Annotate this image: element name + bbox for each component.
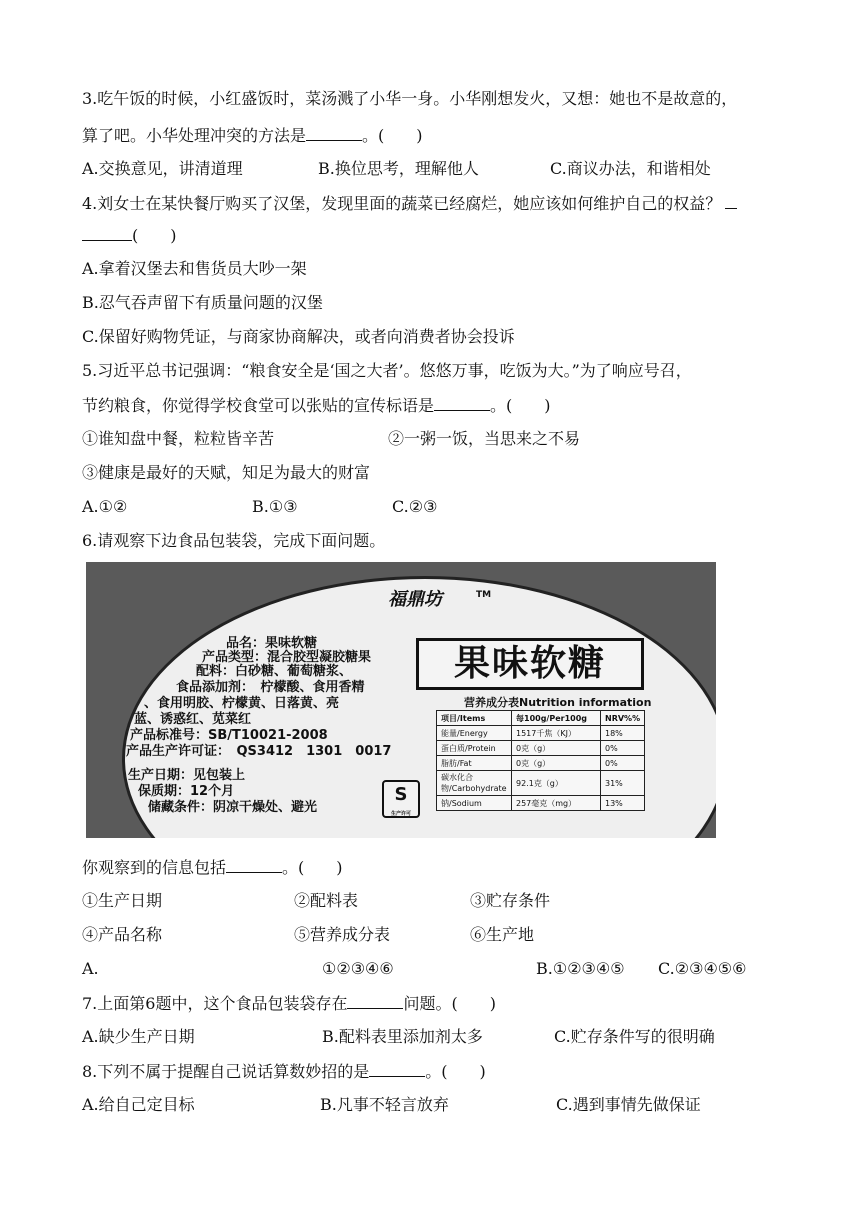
q5-option-a[interactable]: A.①②: [82, 497, 128, 516]
q5-stem-line1: 5.习近平总书记强调：“粮食安全是‘国之大者’。悠悠万事，吃饭为大。”为了响应号召，: [82, 361, 692, 380]
qs-logo-caption: 生产许可: [390, 811, 411, 817]
nutrition-header-cell: 每100g/Per100g: [512, 711, 601, 726]
q5-paren: 。( ): [490, 396, 551, 415]
q8-answer-blank[interactable]: [369, 1060, 425, 1077]
pkg-line-additives-3: 蓝、诱惑红、苋菜红: [134, 712, 252, 727]
nutrition-cell: 钠/Sodium: [437, 796, 512, 811]
q7-option-a[interactable]: A.缺少生产日期: [82, 1027, 195, 1046]
nutrition-cell: 257毫克（mg）: [512, 796, 601, 811]
q5-stem-line2: [82, 394, 551, 417]
q6-question-text: 你观察到的信息包括: [82, 858, 227, 877]
q5-option-c[interactable]: C.②③: [392, 497, 438, 516]
q4-answer-blank[interactable]: [82, 224, 132, 241]
q6-option-b[interactable]: B.①②③④⑤: [536, 959, 625, 978]
pkg-line-additives-2: 、食用明胶、柠檬黄、日落黄、亮: [144, 696, 340, 711]
pkg-line-additives: 食品添加剂： 柠檬酸、食用香精: [176, 680, 365, 695]
nutrition-cell: 0%: [601, 741, 645, 756]
q4-option-a[interactable]: A.拿着汉堡去和售货员大吵一架: [82, 259, 307, 278]
q5-answer-blank[interactable]: [434, 394, 490, 411]
q7-paren: 问题。( ): [403, 994, 496, 1013]
nutrition-row: [437, 726, 645, 741]
nutrition-cell: 31%: [601, 771, 645, 796]
q6-question: [82, 856, 343, 879]
nutrition-header-cell: 项目/Items: [437, 711, 512, 726]
q6-item-2: ②配料表: [294, 891, 359, 910]
nutrition-header-cell: NRV%%: [601, 711, 645, 726]
pkg-line-shelf-life: 保质期：12个月: [138, 784, 235, 799]
qs-certification-logo: [382, 780, 420, 818]
pkg-line-standard: 产品标准号：SB/T10021-2008: [130, 728, 328, 743]
nutrition-row: [437, 771, 645, 796]
q5-item-3: ③健康是最好的天赋，知足为最大的财富: [82, 463, 371, 482]
pkg-line-name: 品名：果味软糖: [226, 636, 318, 651]
nutrition-cell: 0克（g）: [512, 741, 601, 756]
q6-option-a-content[interactable]: ①②③④⑥: [322, 959, 394, 978]
nutrition-row: [437, 796, 645, 811]
q8-option-a[interactable]: A.给自己定目标: [82, 1095, 195, 1114]
q6-answer-blank[interactable]: [226, 856, 282, 873]
q7-stem: [82, 992, 496, 1015]
q4-option-c[interactable]: C.保留好购物凭证，与商家协商解决，或者向消费者协会投诉: [82, 327, 515, 346]
q3-option-c[interactable]: C.商议办法，和谐相处: [550, 159, 711, 178]
q6-item-5: ⑤营养成分表: [294, 925, 391, 944]
q3-answer-blank[interactable]: [306, 124, 362, 141]
q8-option-b[interactable]: B.凡事不轻言放弃: [320, 1095, 449, 1114]
q4-stem-line2: [82, 224, 177, 247]
q6-paren: 。( ): [282, 858, 343, 877]
nutrition-row: [437, 756, 645, 771]
nutrition-cell: 能量/Energy: [437, 726, 512, 741]
q6-option-c[interactable]: C.②③④⑤⑥: [658, 959, 747, 978]
pkg-line-ingredients: 配料：白砂糖、葡萄糖浆、: [196, 664, 353, 679]
q5-item-1: ①谁知盘中餐，粒粒皆辛苦: [82, 429, 275, 448]
nutrition-cell: 1517千焦（KJ）: [512, 726, 601, 741]
q4-paren: ( ): [132, 226, 177, 245]
q8-stem: [82, 1060, 486, 1083]
trademark-mark: TM: [476, 590, 492, 600]
nutrition-cell: 0%: [601, 756, 645, 771]
q3-option-b[interactable]: B.换位思考，理解他人: [318, 159, 479, 178]
pkg-line-type: 产品类型：混合胶型凝胶糖果: [202, 650, 372, 665]
q7-stem-text: 7.上面第6题中，这个食品包装袋存在: [82, 994, 348, 1013]
q3-stem-text: 算了吧。小华处理冲突的方法是: [82, 126, 307, 145]
nutrition-header-row: [437, 711, 645, 726]
nutrition-cell: 13%: [601, 796, 645, 811]
nutrition-cell: 0克（g）: [512, 756, 601, 771]
q7-answer-blank[interactable]: [347, 992, 403, 1009]
q5-option-b[interactable]: B.①③: [252, 497, 298, 516]
q5-stem-text: 节约粮食，你觉得学校食堂可以张贴的宣传标语是: [82, 396, 435, 415]
pkg-line-storage: 储藏条件：阴凉干燥处、避光: [148, 800, 318, 815]
q8-stem-text: 8.下列不属于提醒自己说话算数妙招的是: [82, 1062, 370, 1081]
q4-stem-text: 4.刘女士在某快餐厅购买了汉堡，发现里面的蔬菜已经腐烂，她应该如何维护自己的权益？: [82, 194, 722, 213]
pkg-line-license: 产品生产许可证： QS3412 1301 0017: [126, 744, 392, 759]
q8-paren: 。( ): [425, 1062, 486, 1081]
nutrition-table-title: 营养成分表Nutrition information: [464, 696, 652, 709]
brand-logo: 福鼎坊: [388, 589, 442, 610]
q6-option-a[interactable]: A.: [82, 959, 99, 978]
q7-option-b[interactable]: B.配料表里添加剂太多: [322, 1027, 483, 1046]
pkg-line-production-date: 生产日期：见包装上: [128, 768, 246, 783]
q4-option-b[interactable]: B.忍气吞声留下有质量问题的汉堡: [82, 293, 323, 312]
nutrition-cell: 18%: [601, 726, 645, 741]
nutrition-cell: 92.1克（g）: [512, 771, 601, 796]
nutrition-cell: 脂肪/Fat: [437, 756, 512, 771]
q6-item-3: ③贮存条件: [470, 891, 551, 910]
q7-option-c[interactable]: C.贮存条件写的很明确: [554, 1027, 715, 1046]
q6-item-1: ①生产日期: [82, 891, 163, 910]
q3-stem-line2: [82, 124, 423, 147]
qs-logo-letter: S: [394, 784, 408, 805]
nutrition-row: [437, 741, 645, 756]
q4-answer-blank-start[interactable]: [725, 192, 737, 209]
q6-item-6: ⑥生产地: [470, 925, 535, 944]
q4-stem-line1: [82, 192, 737, 215]
q3-paren: 。( ): [362, 126, 423, 145]
nutrition-cell: 蛋白质/Protein: [437, 741, 512, 756]
q3-option-a[interactable]: A.交换意见，讲清道理: [82, 159, 243, 178]
product-title: 果味软糖: [416, 638, 644, 690]
q5-item-2: ②一粥一饭，当思来之不易: [388, 429, 581, 448]
q8-option-c[interactable]: C.遇到事情先做保证: [556, 1095, 701, 1114]
q3-stem-line1: 3.吃午饭的时候，小红盛饭时，菜汤溅了小华一身。小华刚想发火，又想：她也不是故意的，: [82, 89, 738, 108]
q6-item-4: ④产品名称: [82, 925, 163, 944]
nutrition-table: [436, 710, 645, 811]
nutrition-cell: 碳水化合物/Carbohydrate: [437, 771, 512, 796]
candy-package-image: [86, 562, 716, 838]
q6-stem: 6.请观察下边食品包装袋，完成下面问题。: [82, 531, 386, 550]
